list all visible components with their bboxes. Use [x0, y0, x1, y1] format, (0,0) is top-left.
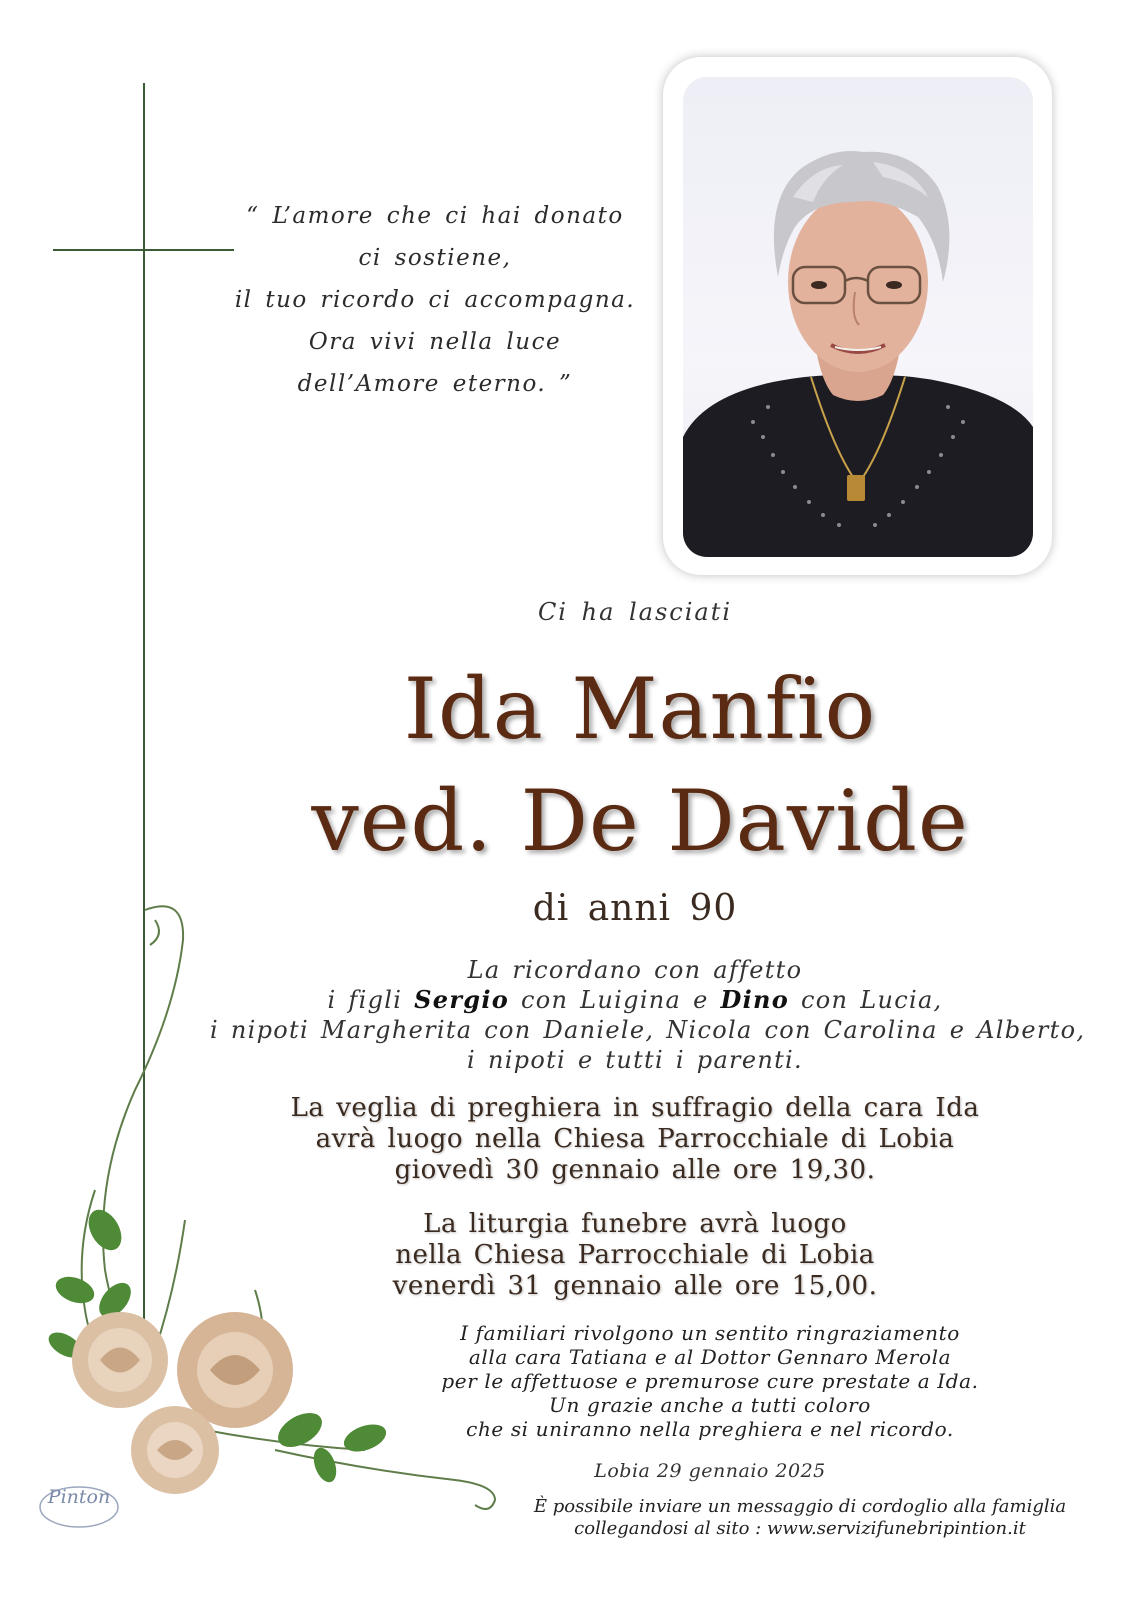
quote-line: il tuo ricordo ci accompagna. — [234, 287, 636, 313]
vigil-line: avrà luogo nella Chiesa Parrocchiale di Lobia — [315, 1124, 955, 1154]
condolence-footer — [500, 1496, 1100, 1540]
family-text: i figli — [327, 986, 415, 1014]
footer-line: È possibile inviare un messaggio di cordoglio alla famiglia — [533, 1496, 1067, 1517]
condolence-link[interactable]: collegandosi al sito : www.servizifunebripintion.it — [574, 1518, 1026, 1539]
thanks-line: che si uniranno nella preghiera e nel ricordo. — [466, 1417, 954, 1441]
rose-decoration — [35, 890, 515, 1530]
family-text: con Lucia, — [789, 986, 943, 1014]
thanks-line: I familiari rivolgono un sentito ringraziamento — [460, 1321, 960, 1345]
portrait-illustration — [683, 77, 1033, 557]
thanks-line: Un grazie anche a tutti coloro — [549, 1393, 871, 1417]
family-line: i nipoti Margherita con Daniele, Nicola con Carolina e Alberto, — [210, 1016, 1086, 1044]
deceased-married-name: ved. De Davide — [311, 772, 969, 870]
liturgy-line: venerdì 31 gennaio alle ore 15,00. — [392, 1271, 878, 1301]
announcement-intro: Ci ha lasciati — [537, 598, 733, 626]
family-text: con Luigina e — [509, 986, 721, 1014]
notice-date: Lobia 29 gennaio 2025 — [594, 1460, 826, 1482]
family-line: i nipoti e tutti i parenti. — [467, 1046, 803, 1074]
memorial-quote — [220, 195, 650, 405]
portrait-photo — [683, 77, 1033, 557]
thanks-line: per le affettuose e premurose cure prestate a Ida. — [441, 1369, 979, 1393]
vigil-line: La veglia di preghiera in suffragio della cara Ida — [290, 1093, 980, 1123]
quote-line: ci sostiene, — [358, 245, 512, 271]
liturgy-line: nella Chiesa Parrocchiale di Lobia — [395, 1240, 875, 1270]
quote-line: “ L’amore che ci hai donato — [246, 203, 624, 229]
vigil-line: giovedì 30 gennaio alle ore 19,30. — [394, 1155, 876, 1185]
quote-line: dell’Amore eterno. ” — [297, 371, 573, 397]
child-name: Dino — [720, 985, 790, 1014]
deceased-name: Ida Manfio — [403, 660, 877, 758]
quote-line: Ora vivi nella luce — [308, 329, 562, 355]
deceased-age: di anni 90 — [532, 888, 738, 929]
child-name: Sergio — [414, 985, 510, 1014]
liturgy-line: La liturgia funebre avrà luogo — [423, 1209, 847, 1239]
cross-horizontal-bar — [53, 249, 234, 251]
thanks-line: alla cara Tatiana e al Dottor Gennaro Merola — [468, 1345, 952, 1369]
logo-text: Pinton — [47, 1486, 111, 1508]
family-line: La ricordano con affetto — [467, 956, 803, 984]
